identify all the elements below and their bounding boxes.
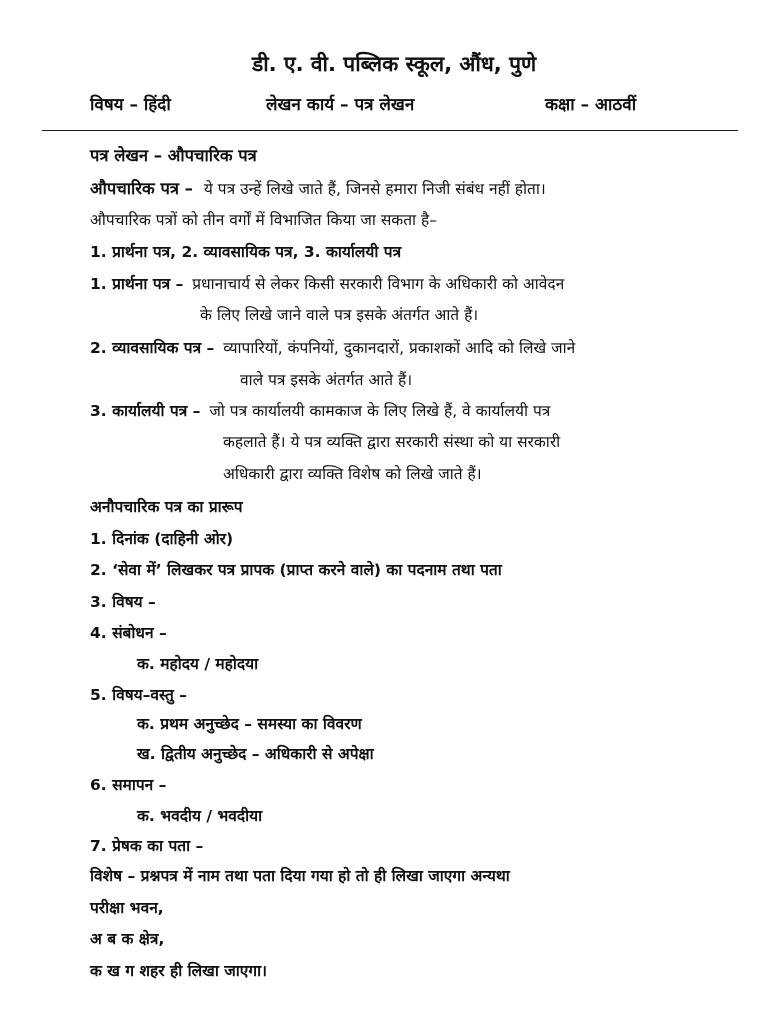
type-2-text-1: व्यापारियों, कंपनियों, दुकानदारों, प्रकाशकों आदि को लिखे जाने xyxy=(223,339,576,357)
type-3-line-1 xyxy=(90,399,550,421)
type-2-label: 2. व्यावसायिक पत्र – xyxy=(90,339,215,357)
types-list: 1. प्रार्थना पत्र, 2. व्यावसायिक पत्र, 3. कार्यालयी पत्र xyxy=(90,243,402,261)
school-title: डी. ए. वी. पब्लिक स्कूल, औंध, पुणे xyxy=(252,52,537,76)
format-subitem-paragraph-1: क. प्रथम अनुच्छेद – समस्या का विवरण xyxy=(137,715,362,733)
format-item-sender-address: 7. प्रेषक का पता – xyxy=(90,837,204,855)
type-3-text-2: कहलाते हैं। ये पत्र व्यक्ति द्वारा सरकारी संस्था को या सरकारी xyxy=(223,433,561,451)
header-divider xyxy=(42,130,738,131)
work-label: लेखन कार्य – पत्र लेखन xyxy=(266,95,415,115)
subject-label: विषय – हिंदी xyxy=(90,95,171,115)
formal-definition-text: ये पत्र उन्हें लिखे जाते हैं, जिनसे हमारा निजी संबंध नहीं होता। xyxy=(203,180,546,198)
note-line-1: विशेष – प्रश्नपत्र में नाम तथा पता दिया गया हो तो ही लिखा जाएगा अन्यथा xyxy=(90,867,510,885)
type-3-text-1: जो पत्र कार्यालयी कामकाज के लिए लिखे हैं, वे कार्यालयी पत्र xyxy=(209,402,551,420)
format-subitem-paragraph-2: ख. द्वितीय अनुच्छेद – अधिकारी से अपेक्षा xyxy=(137,745,374,763)
format-subitem-salutation: क. महोदय / महोदया xyxy=(137,655,259,673)
format-item-subject: 3. विषय – xyxy=(90,593,156,611)
format-item-content: 5. विषय–वस्तु – xyxy=(90,686,188,704)
formal-term: औपचारिक पत्र – xyxy=(90,179,193,198)
format-title: अनौपचारिक पत्र का प्रारूप xyxy=(90,498,243,516)
note-line-4: क ख ग शहर ही लिखा जाएगा। xyxy=(90,962,267,980)
class-label: कक्षा – आठवीं xyxy=(545,95,637,115)
format-subitem-closing: क. भवदीय / भवदीया xyxy=(137,807,263,825)
format-item-recipient: 2. ‘सेवा में’ लिखकर पत्र प्रापक (प्राप्त करने वाले) का पदनाम तथा पता xyxy=(90,561,502,579)
section-title: पत्र लेखन – औपचारिक पत्र xyxy=(90,146,257,165)
note-line-3: अ ब क क्षेत्र, xyxy=(90,930,165,948)
format-item-closing: 6. समापन – xyxy=(90,776,167,794)
type-1-label: 1. प्रार्थना पत्र – xyxy=(90,275,184,293)
format-item-date: 1. दिनांक (दाहिनी ओर) xyxy=(90,530,234,548)
note-line-2: परीक्षा भवन, xyxy=(90,899,164,917)
type-3-label: 3. कार्यालयी पत्र – xyxy=(90,402,201,420)
type-1-line-1 xyxy=(90,272,564,294)
type-2-line-1 xyxy=(90,336,575,358)
type-1-text-1: प्रधानाचार्य से लेकर किसी सरकारी विभाग के अधिकारी को आवेदन xyxy=(192,275,565,293)
type-2-text-2: वाले पत्र इसके अंतर्गत आते हैं। xyxy=(240,371,413,389)
type-3-text-3: अधिकारी द्वारा व्यक्ति विशेष को लिखे जाते हैं। xyxy=(223,465,482,483)
type-1-text-2: के लिए लिखे जाने वाले पत्र इसके अंतर्गत आते हैं। xyxy=(200,306,479,324)
classes-intro: औपचारिक पत्रों को तीन वर्गों में विभाजित किया जा सकता है– xyxy=(90,211,437,229)
formal-definition xyxy=(90,176,546,199)
format-item-salutation: 4. संबोधन – xyxy=(90,624,167,642)
